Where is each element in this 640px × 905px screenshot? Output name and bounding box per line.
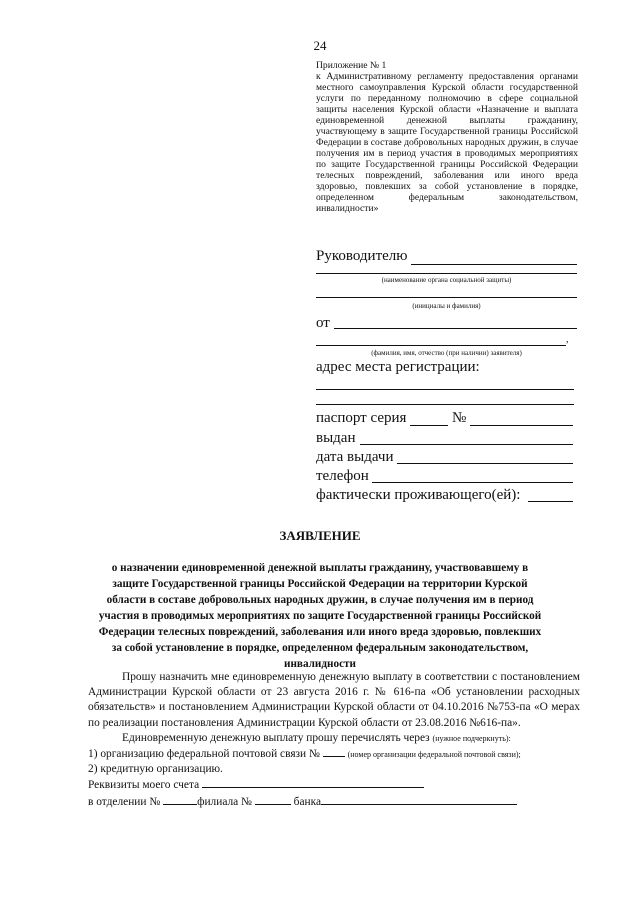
issue-date-line[interactable] (397, 463, 573, 464)
option-credit[interactable]: 2) кредитную организацию. (88, 763, 223, 776)
document-subject: о назначении единовременной денежной выплаты гражданину, участвовавшему в защите Государственной границы Российской Федерации на территории Курской области в составе добровольных народных дружин, в случае получения им в период участия в проводимых мероприятиях по защите Государственной границы Российской Федерации телесных повреждений, заболевания или иного вреда здоровью, повлекших за собой установление в порядке, определенном федеральным законодательством, инвалидности (98, 562, 542, 670)
page-number: 24 (313, 38, 327, 53)
caption-org: (наименование органа социальной защиты) (381, 276, 512, 284)
address-line-1[interactable] (316, 389, 574, 390)
applicant-line[interactable] (316, 345, 566, 346)
caption-applicant: (фамилия, имя, отчество (при наличии) заявителя) (371, 349, 522, 357)
document-title: ЗАЯВЛЕНИЕ (279, 528, 361, 543)
name-line[interactable] (316, 297, 577, 298)
payment-method-note: (нужное подчеркнуть): (432, 733, 511, 743)
branch-label: в отделении № (88, 795, 161, 808)
branch-row (88, 794, 580, 810)
account-label: Реквизиты моего счета (88, 779, 200, 792)
residing-line[interactable] (528, 501, 573, 502)
bank-field[interactable] (321, 794, 517, 805)
appendix-title: Приложение № 1 (316, 60, 387, 71)
appendix-text: к Административному регламенту предоставления органами местного самоуправления Курской области государственной услуги по переданному полномочию в сфере социальной защиты населения Курской области «Назначение и выплата единовременной денежной выплаты гражданину, участвующему в защите Государственной границы Российской Федерации в составе добровольных народных дружин, в случае получения им в период участия в проводимых мероприятиях по защите Государственной границы Российской Федерации телесных повреждений, заболевания или иного вреда здоровью, повлекших за собой установление в порядке, определенном федеральным законодательством, инвалидности» (316, 71, 578, 214)
head-label: Руководителю (316, 248, 408, 264)
appendix-block (316, 60, 578, 214)
phone-line[interactable] (372, 482, 573, 483)
address-label: адрес места регистрации: (316, 359, 480, 375)
post-office-number-field[interactable] (323, 746, 345, 757)
payment-method-text: Единовременную денежную выплату прошу перечислять через (122, 731, 430, 744)
option-post-text: 1) организацию федеральной почтовой связи № (88, 748, 320, 761)
filial-label: филиала № (197, 795, 252, 808)
bank-label: банка (293, 795, 322, 808)
from-label: от (316, 315, 330, 331)
option-post-note: (номер организации федеральной почтовой связи); (347, 750, 521, 760)
option-post[interactable] (88, 746, 580, 762)
head-line[interactable] (411, 264, 577, 265)
issued-label: выдан (316, 430, 356, 446)
passport-series-line[interactable] (410, 425, 448, 426)
issue-date-label: дата выдачи (316, 449, 394, 465)
branch-number-field[interactable] (163, 794, 197, 805)
account-row (88, 777, 580, 793)
from-line[interactable] (334, 328, 577, 329)
account-field[interactable] (202, 777, 424, 788)
filial-number-field[interactable] (255, 794, 291, 805)
phone-label: телефон (316, 468, 369, 484)
caption-name: (инициалы и фамилия) (412, 302, 481, 310)
passport-number-line[interactable] (470, 425, 573, 426)
number-label: № (452, 410, 467, 426)
issued-line[interactable] (360, 444, 573, 445)
org-line[interactable] (316, 273, 577, 274)
passport-label: паспорт серия (316, 410, 407, 426)
address-line-2[interactable] (316, 404, 574, 405)
residing-label: фактически проживающего(ей): (316, 487, 521, 503)
paragraph-payment-method (88, 731, 580, 746)
application-body (88, 670, 580, 810)
paragraph-request: Прошу назначить мне единовременную денежную выплату в соответствии с постановлением Администрации Курской области от 23 августа 2016 г. № 616-па «Об установлении расходных обязательств» и постановлением Администрации Курской области от 04.10.2016 №753-па «О мерах по реализации постановления Администрации Курской области от 23.08.2016 №616-па». (88, 671, 580, 729)
